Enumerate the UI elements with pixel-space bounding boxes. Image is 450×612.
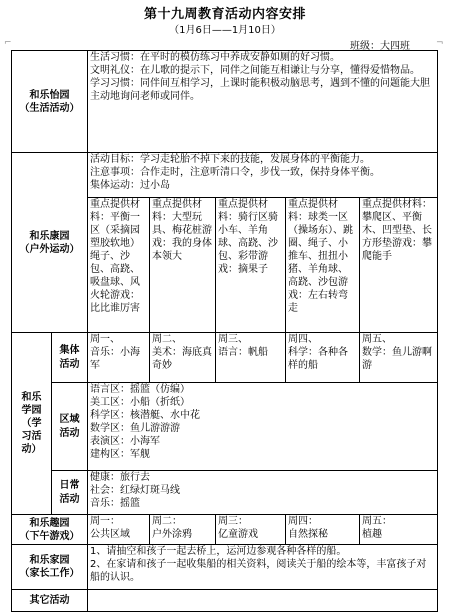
health-goal: 活动目标：学习走轮胎不掉下来的技能，发展身体的平衡能力。 <box>90 154 370 165</box>
health-goal-row <box>12 153 438 198</box>
day-text: 户外涂鸦 <box>152 529 192 540</box>
corner-mark: ¬ <box>436 38 444 48</box>
life-content <box>88 51 438 153</box>
date-range: （1月6日——1月10日） <box>169 25 281 36</box>
daily-label <box>52 471 88 515</box>
day-label: 周一、 <box>90 334 120 345</box>
life-section-label <box>12 51 88 153</box>
daily-content <box>88 471 438 515</box>
sub-label: 活动 <box>59 427 80 439</box>
section-subname: （生活活动） <box>19 102 80 114</box>
daily-item: 音乐：摇篮 <box>90 498 140 509</box>
section-name: 和乐 <box>21 392 42 403</box>
home-row <box>12 545 438 590</box>
material-text: 重点提供材料：球类一区（操场东）、跳圈、绳子、小推车、扭扭小猪、羊角球、高跷、沙包游戏：左右转弯走 <box>288 199 353 314</box>
corner-mark: ⌐ <box>4 38 12 48</box>
collective-day <box>88 333 150 383</box>
day-text: 自然探秘 <box>288 529 328 540</box>
section-name: 和乐家园 <box>29 555 70 566</box>
play-day <box>150 515 216 545</box>
health-notice: 注意事项：合作走时，注意听清口令，步伐一致，保持身体平衡。 <box>90 167 380 178</box>
collective-day <box>360 333 438 383</box>
day-label: 周四： <box>288 516 318 527</box>
area-row <box>12 383 438 471</box>
other-section-label <box>12 590 88 612</box>
sub-label: 活动 <box>59 358 80 370</box>
section-subname: （家长工作） <box>19 568 80 579</box>
home-content <box>88 545 438 590</box>
play-day <box>88 515 150 545</box>
sub-label: 日常 <box>59 479 80 491</box>
life-row <box>12 51 438 153</box>
area-item: 科学区：核潜艇、水中花 <box>90 410 200 421</box>
section-name: 和乐怡园 <box>29 89 70 101</box>
section-name: 和乐趣园 <box>29 517 70 529</box>
day-text: 亿童游戏 <box>218 529 258 540</box>
play-day <box>360 515 438 545</box>
life-item: 生活习惯：在平时的模仿练习中养成安静如厕的好习惯。 <box>90 52 340 63</box>
section-name: 学园 <box>21 405 42 416</box>
day-text: 公共区域 <box>90 529 130 540</box>
section-subname: 动） <box>21 444 42 455</box>
section-subname: （户外运动） <box>19 243 80 255</box>
health-goals <box>88 153 438 198</box>
other-row <box>12 590 438 612</box>
sub-label: 活动 <box>59 493 80 505</box>
collective-day <box>150 333 216 383</box>
collective-day <box>216 333 286 383</box>
collective-row <box>12 333 438 383</box>
home-section-label <box>12 545 88 590</box>
day-label: 周五、 <box>362 334 392 345</box>
day-label: 周一： <box>90 516 120 527</box>
area-item: 数学区：鱼儿游游游 <box>90 423 180 434</box>
section-subname: （下午游戏） <box>19 530 80 542</box>
day-label: 周三、 <box>218 334 248 345</box>
material-cell <box>150 198 216 333</box>
day-label: 周二： <box>152 516 182 527</box>
collective-day <box>286 333 360 383</box>
page-title: 第十九周教育活动内容安排 <box>143 7 306 22</box>
day-label: 周五： <box>362 516 392 527</box>
day-text: 科学：各种各样的船 <box>288 347 348 371</box>
class-label: 班级：大四班 <box>350 41 410 52</box>
day-text: 植趣 <box>362 529 382 540</box>
material-text: 重点提供材料：大型玩具、梅花桩游戏：我的身体本领大 <box>152 199 212 262</box>
area-content <box>88 383 438 471</box>
area-item: 表演区：小海军 <box>90 436 160 447</box>
daily-item: 社会：红绿灯斑马线 <box>90 485 180 496</box>
area-label <box>52 383 88 471</box>
section-name: 其它活动 <box>29 595 70 606</box>
material-cell <box>88 198 150 333</box>
material-text: 重点提供材料：攀爬区、平衡木、凹型垫、长方形垫游戏：攀爬能手 <box>362 199 432 262</box>
play-day <box>216 515 286 545</box>
material-cell <box>286 198 360 333</box>
area-item: 语言区：摇篮（仿编） <box>90 384 190 395</box>
material-text: 重点提供材料：骑行区骑小车、羊角球、高跷、沙包、彩带游戏：摘果子 <box>218 199 278 275</box>
material-cell <box>360 198 438 333</box>
health-group: 集体运动：过小岛 <box>90 180 170 191</box>
section-subname: 习活 <box>21 431 42 442</box>
sub-label: 集体 <box>59 344 80 356</box>
health-section-label <box>12 153 88 333</box>
section-name: 和乐康园 <box>29 230 70 242</box>
daily-row <box>12 471 438 515</box>
area-item: 美工区：小船（折纸） <box>90 397 190 408</box>
daily-item: 健康：旅行去 <box>90 472 150 483</box>
material-cell <box>216 198 286 333</box>
area-item: 建构区：军舰 <box>90 449 150 460</box>
day-text: 音乐：小海军 <box>90 347 140 371</box>
play-section-label <box>12 515 88 545</box>
learn-section-label <box>12 333 52 515</box>
day-text: 美术：海底真奇妙 <box>152 347 212 371</box>
day-label: 周三： <box>218 516 248 527</box>
other-content <box>88 590 438 612</box>
section-subname: （学 <box>21 418 42 429</box>
home-item: 2、在家请和孩子一起收集船的相关资料，阅读关于船的绘本等，丰富孩子对船的认识。 <box>90 559 427 583</box>
play-row <box>12 515 438 545</box>
schedule-table <box>11 50 438 612</box>
life-item: 文明礼仪：在儿歌的提示下，同伴之间能互相谦让与分享，懂得爱惜物品。 <box>90 65 420 76</box>
home-item: 1、请抽空和孩子一起去桥上，运河边参观各种各样的船。 <box>90 546 347 557</box>
play-day <box>286 515 360 545</box>
sub-label: 区域 <box>59 413 80 425</box>
day-label: 周四、 <box>288 334 318 345</box>
day-text: 语言：帆船 <box>218 347 268 358</box>
day-text: 数学：鱼儿游啊游 <box>362 347 432 371</box>
collective-label <box>52 333 88 383</box>
life-item: 学习习惯：同伴间互相学习，上课时能积极动脑思考，遇到不懂的问题能大胆主动地询问老师或同伴。 <box>90 78 430 102</box>
material-text: 重点提供材料：平衡一区（采摘园塑胶软地）绳子、沙包、高跷、吸盘球、风火轮游戏：比比谁厉害 <box>90 199 140 314</box>
day-label: 周二、 <box>152 334 182 345</box>
